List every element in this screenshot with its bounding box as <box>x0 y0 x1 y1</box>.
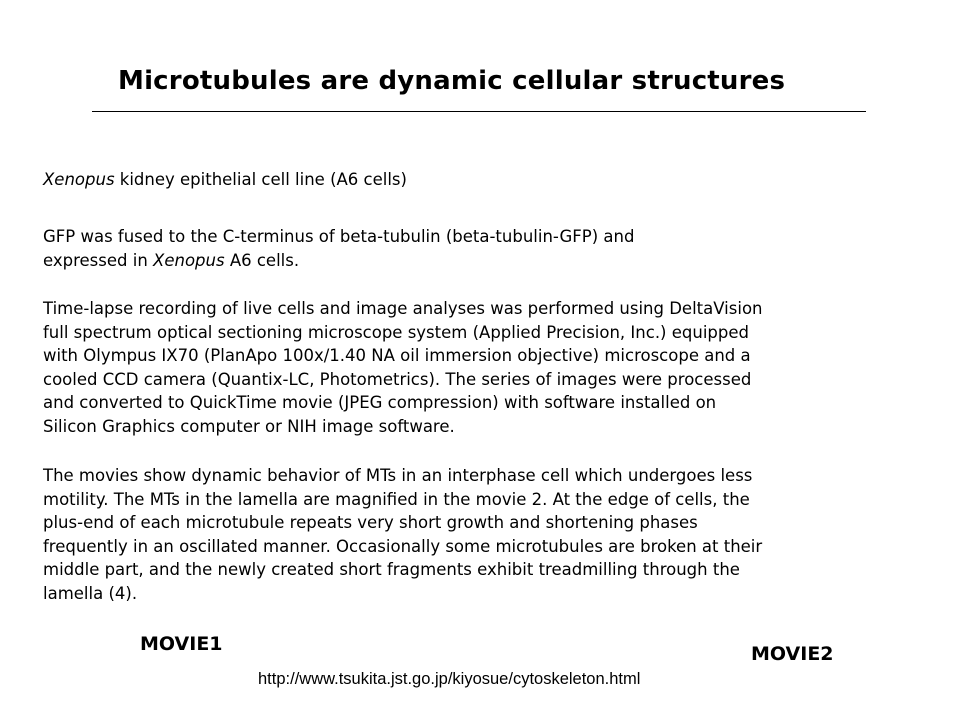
methods-paragraph <box>43 297 923 438</box>
methods-line: Silicon Graphics computer or NIH image software. <box>43 416 455 436</box>
methods-line: with Olympus IX70 (PlanApo 100x/1.40 NA oil immersion objective) microscope and a <box>43 346 751 365</box>
gfp-line-1: GFP was fused to the C-terminus of beta-tubulin (beta-tubulin-GFP) and <box>43 227 635 246</box>
gfp-line-2 <box>43 249 803 273</box>
gfp-fusion-paragraph <box>43 225 803 272</box>
movie-description-paragraph <box>43 464 923 605</box>
cell-line-rest: kidney epithelial cell line (A6 cells) <box>114 170 407 189</box>
slide-title: Microtubules are dynamic cellular structures <box>118 66 786 96</box>
methods-line: Time-lapse recording of live cells and image analyses was performed using DeltaVision <box>43 299 763 318</box>
methods-line: full spectrum optical sectioning microscope system (Applied Precision, Inc.) equipped <box>43 322 749 342</box>
methods-line: and converted to QuickTime movie (JPEG compression) with software installed on <box>43 393 717 412</box>
cell-line-paragraph <box>43 168 923 192</box>
source-url-link[interactable]: http://www.tsukita.jst.go.jp/kiyosue/cytoskeleton.html <box>258 670 641 688</box>
description-line: plus-end of each microtubule repeats very short growth and shortening phases <box>43 513 698 532</box>
description-line: motility. The MTs in the lamella are magnified in the movie 2. At the edge of cells, the <box>43 489 750 509</box>
species-name-2: Xenopus <box>153 250 225 270</box>
description-line: lamella (4). <box>43 583 138 603</box>
title-underline <box>92 111 866 112</box>
methods-line: cooled CCD camera (Quantix-LC, Photometrics). The series of images were processed <box>43 369 752 389</box>
gfp-line-2-pre: expressed in <box>43 250 154 270</box>
gfp-line-2-post: A6 cells. <box>224 250 300 270</box>
movie2-label[interactable]: MOVIE2 <box>751 643 834 665</box>
description-line: middle part, and the newly created short fragments exhibit treadmilling through the <box>43 560 740 579</box>
species-name: Xenopus <box>43 170 115 189</box>
description-line: The movies show dynamic behavior of MTs in an interphase cell which undergoes less <box>43 466 753 485</box>
cell-line-text <box>43 168 923 192</box>
movie1-label[interactable]: MOVIE1 <box>140 633 223 655</box>
description-line: frequently in an oscillated manner. Occasionally some microtubules are broken at their <box>43 536 763 556</box>
